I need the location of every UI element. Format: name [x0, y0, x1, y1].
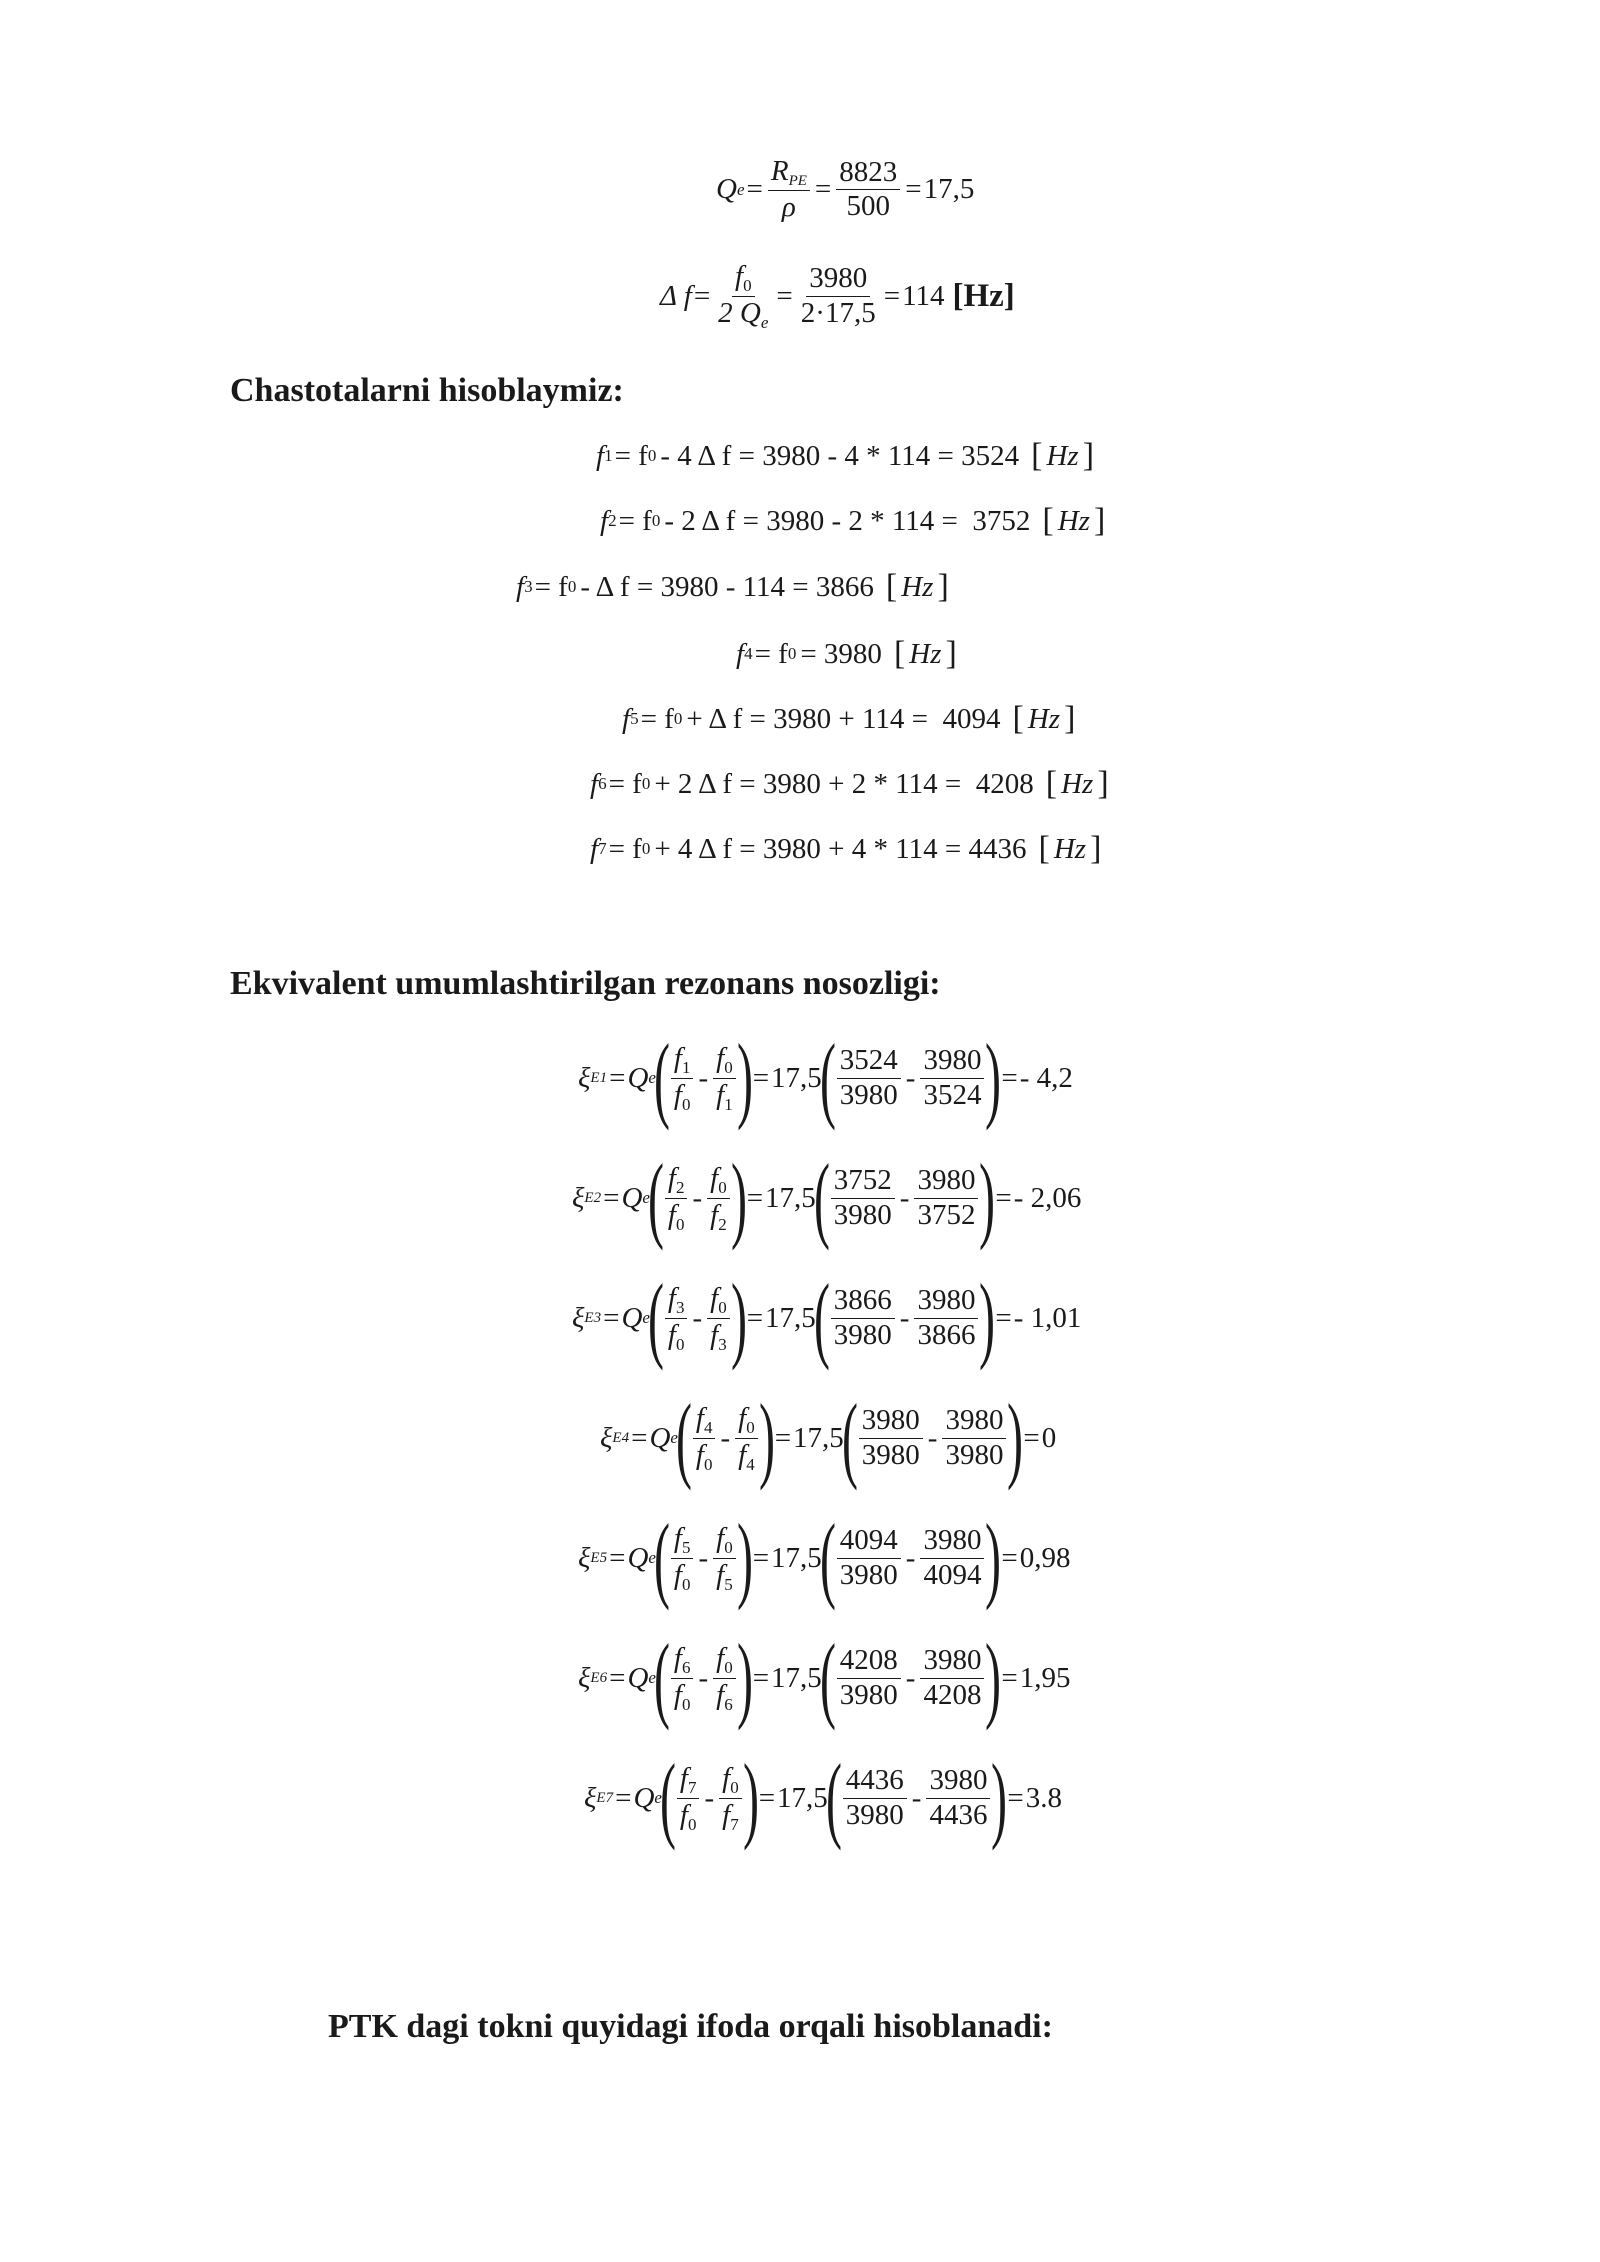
xi-frac-b: $\frac{3980}{3866}$	[914, 1284, 978, 1352]
xi-frac-b: $\frac{3980}{3752}$	[914, 1164, 978, 1232]
f-unit: Hz	[1061, 767, 1094, 800]
f-expression: = 3980	[800, 637, 882, 670]
frequency-row: f 5 = f 0 + Δ f = 3980 + 114 = 4094 [ Hz ]	[622, 700, 1076, 737]
f0-index: 0	[641, 774, 651, 793]
xi-symbol: ξ	[572, 1301, 585, 1334]
xi-coefficient: 17,5	[793, 1421, 844, 1454]
df-lhs: Δ f	[660, 279, 692, 312]
f-unit: Hz	[1053, 832, 1087, 865]
xi-result: 1,95	[1019, 1661, 1071, 1694]
f-expression: - 4 Δ f = 3980 - 4 * 114 = 3524	[660, 439, 1020, 472]
xi-frac-a: $\frac{4436}{3980}$	[843, 1764, 907, 1832]
detuning-row: ξ E5 = Q e ( $\frac{f_5}{f_0}$ - $\frac{f_0}{f_5}$ ) = 17,5 ( $\frac{4094}{3980}$ - $\frac{3980}{4094}$ ) = 0,98	[578, 1503, 1071, 1611]
heading-frequencies: Chastotalarni hisoblaymiz:	[230, 372, 624, 409]
xi-symbol: ξ	[578, 1541, 591, 1574]
xi-subscript: E5	[590, 1549, 608, 1566]
detuning-row: ξ E7 = Q e ( $\frac{f_7}{f_0}$ - $\frac{f_0}{f_7}$ ) = 17,5 ( $\frac{4436}{3980}$ - $\frac{3980}{4436}$ ) = 3.8	[584, 1743, 1063, 1851]
frequency-row: f 3 = f 0 - Δ f = 3980 - 114 = 3866 [ Hz ]	[516, 568, 949, 605]
f-unit: Hz	[1027, 702, 1061, 735]
f-symbol: f	[622, 702, 631, 735]
f-eq: = f	[618, 504, 652, 537]
xi-coefficient: 17,5	[771, 1661, 822, 1694]
xi-frac-b: $\frac{3980}{4208}$	[920, 1644, 984, 1712]
xi-subscript: E1	[590, 1069, 608, 1086]
xi-symbol: ξ	[584, 1781, 597, 1814]
xi-result: 3.8	[1025, 1781, 1063, 1814]
xi-coefficient: 17,5	[765, 1181, 816, 1214]
df-unit: [Hz]	[952, 277, 1015, 314]
xi-frac-a: $\frac{3980}{3980}$	[859, 1404, 923, 1472]
xi-subscript: E7	[596, 1789, 614, 1806]
f-index: 6	[598, 774, 607, 793]
f-symbol: f	[600, 504, 609, 537]
f-index: 7	[598, 839, 607, 858]
f-symbol: f	[736, 637, 745, 670]
df-num2: 3980	[806, 262, 870, 296]
detuning-row: ξ E3 = Q e ( $\frac{f_3}{f_0}$ - $\frac{f_0}{f_3}$ ) = 17,5 ( $\frac{3866}{3980}$ - $\frac{3980}{3866}$ ) = - 1,01	[572, 1263, 1082, 1371]
f0-index: 0	[787, 644, 797, 663]
xi-frac-b: $\frac{3980}{4436}$	[926, 1764, 990, 1832]
f-index: 2	[608, 511, 617, 530]
df-result: 114	[902, 279, 945, 312]
frequency-row: f 7 = f 0 + 4 Δ f = 3980 + 4 * 114 = 4436 [ Hz ]	[590, 830, 1102, 867]
xi-frac-a: $\frac{4094}{3980}$	[837, 1524, 901, 1592]
f0-index: 0	[647, 446, 657, 465]
detuning-row: ξ E1 = Q e ( $\frac{f_1}{f_0}$ - $\frac{f_0}{f_1}$ ) = 17,5 ( $\frac{3524}{3980}$ - $\frac{3980}{3524}$ ) = - 4,2	[578, 1023, 1073, 1131]
xi-result: - 2,06	[1013, 1181, 1082, 1214]
xi-subscript: E2	[584, 1189, 602, 1206]
f-eq: = f	[534, 570, 568, 603]
xi-symbol: ξ	[572, 1181, 585, 1214]
xi-coefficient: 17,5	[777, 1781, 828, 1814]
df-frac-symbolic	[715, 260, 771, 332]
f-unit: Hz	[1046, 439, 1079, 472]
xi-coefficient: 17,5	[771, 1061, 822, 1094]
f-unit: Hz	[1057, 504, 1090, 537]
xi-symbol: ξ	[578, 1661, 591, 1694]
f0-index: 0	[673, 709, 683, 728]
f-expression: + Δ f = 3980 + 114 = 4094	[686, 702, 1001, 735]
frequency-row: f 2 = f 0 - 2 Δ f = 3980 - 2 * 114 = 3752 [ Hz ]	[600, 502, 1106, 539]
formula-delta-f: Δ f = $\frac{f_0}{2 Q_e}$ = $\frac{3980}{2\cdot 17,5}$ = 114 [Hz]	[660, 260, 1015, 332]
f0-index: 0	[567, 577, 577, 596]
detuning-row: ξ E6 = Q e ( $\frac{f_6}{f_0}$ - $\frac{f_0}{f_6}$ ) = 17,5 ( $\frac{4208}{3980}$ - $\frac{3980}{4208}$ ) = 1,95	[578, 1623, 1071, 1731]
f-eq: = f	[640, 702, 674, 735]
xi-symbol: ξ	[600, 1421, 613, 1454]
f-symbol: f	[590, 767, 599, 800]
f-index: 1	[604, 446, 613, 465]
f-index: 3	[524, 577, 533, 596]
f-symbol: f	[596, 439, 605, 472]
qe-num1: R	[770, 155, 789, 187]
qe-den1: ρ	[781, 191, 796, 224]
xi-result: - 4,2	[1019, 1061, 1073, 1094]
f-symbol: f	[516, 570, 525, 603]
f-symbol: f	[590, 832, 599, 865]
detuning-row: ξ E2 = Q e ( $\frac{f_2}{f_0}$ - $\frac{f_0}{f_2}$ ) = 17,5 ( $\frac{3752}{3980}$ - $\frac{3980}{3752}$ ) = - 2,06	[572, 1143, 1082, 1251]
heading-detuning: Ekvivalent umumlashtirilgan rezonans nosozligi:	[230, 965, 941, 1002]
xi-result: 0	[1041, 1421, 1057, 1454]
f-index: 5	[630, 709, 639, 728]
f-unit: Hz	[901, 570, 934, 603]
qe-den2: 500	[846, 190, 891, 223]
frequency-row: f 4 = f 0 = 3980 [ Hz ]	[736, 635, 957, 672]
formula-qe: Q e = $\frac{\text{RPE}}{\rho}$ = $\frac{8823}{500}$ = 17,5	[716, 155, 975, 224]
xi-frac-a: $\frac{3524}{3980}$	[837, 1044, 901, 1112]
xi-frac-a: $\frac{3866}{3980}$	[831, 1284, 895, 1352]
f-eq: = f	[754, 637, 788, 670]
xi-result: 0,98	[1019, 1541, 1071, 1574]
f-eq: = f	[608, 832, 642, 865]
xi-frac-b: $\frac{3980}{4094}$	[920, 1524, 984, 1592]
df-num1-sub: 0	[743, 276, 752, 295]
f0-index: 0	[651, 511, 661, 530]
f-expression: + 2 Δ f = 3980 + 2 * 114 = 4208	[654, 767, 1034, 800]
xi-subscript: E6	[590, 1669, 608, 1686]
detuning-row: ξ E4 = Q e ( $\frac{f_4}{f_0}$ - $\frac{f_0}{f_4}$ ) = 17,5 ( $\frac{3980}{3980}$ - $\frac{3980}{3980}$ ) = 0	[600, 1383, 1057, 1491]
df-num1: f	[735, 260, 744, 292]
f-unit: Hz	[909, 637, 942, 670]
xi-subscript: E4	[612, 1429, 630, 1446]
df-frac-numeric	[798, 262, 879, 330]
f0-index: 0	[641, 839, 651, 858]
f-eq: = f	[614, 439, 648, 472]
f-expression: - 2 Δ f = 3980 - 2 * 114 = 3752	[664, 504, 1031, 537]
df-den1: 2 Q	[718, 296, 761, 329]
qe-frac-symbolic	[768, 155, 810, 225]
f-expression: - Δ f = 3980 - 114 = 3866	[580, 570, 874, 603]
qe-frac-numeric	[836, 156, 900, 224]
qe-num2: 8823	[836, 156, 900, 190]
f-eq: = f	[608, 767, 642, 800]
df-den1-sub: e	[760, 312, 769, 332]
xi-frac-b: $\frac{3980}{3980}$	[942, 1404, 1006, 1472]
df-den2: 2·17,5	[800, 296, 876, 329]
xi-frac-b: $\frac{3980}{3524}$	[920, 1044, 984, 1112]
frequency-row: f 6 = f 0 + 2 Δ f = 3980 + 2 * 114 = 4208 [ Hz ]	[590, 765, 1109, 802]
xi-coefficient: 17,5	[765, 1301, 816, 1334]
frequency-row: f 1 = f 0 - 4 Δ f = 3980 - 4 * 114 = 3524 [ Hz ]	[596, 437, 1095, 474]
qe-result: 17,5	[923, 173, 975, 206]
qe-num1-sub: PE	[788, 173, 807, 189]
f-index: 4	[744, 644, 753, 663]
xi-subscript: E3	[584, 1309, 602, 1326]
xi-result: - 1,01	[1013, 1301, 1082, 1334]
xi-coefficient: 17,5	[771, 1541, 822, 1574]
xi-symbol: ξ	[578, 1061, 591, 1094]
qe-lhs: Q	[716, 173, 737, 206]
f-expression: + 4 Δ f = 3980 + 4 * 114 = 4436	[654, 832, 1027, 865]
xi-frac-a: $\frac{4208}{3980}$	[837, 1644, 901, 1712]
qe-lhs-sub: e	[736, 179, 745, 199]
xi-frac-a: $\frac{3752}{3980}$	[831, 1164, 895, 1232]
heading-ptk-current: PTK dagi tokni quyidagi ifoda orqali hisoblanadi:	[328, 2008, 1053, 2045]
